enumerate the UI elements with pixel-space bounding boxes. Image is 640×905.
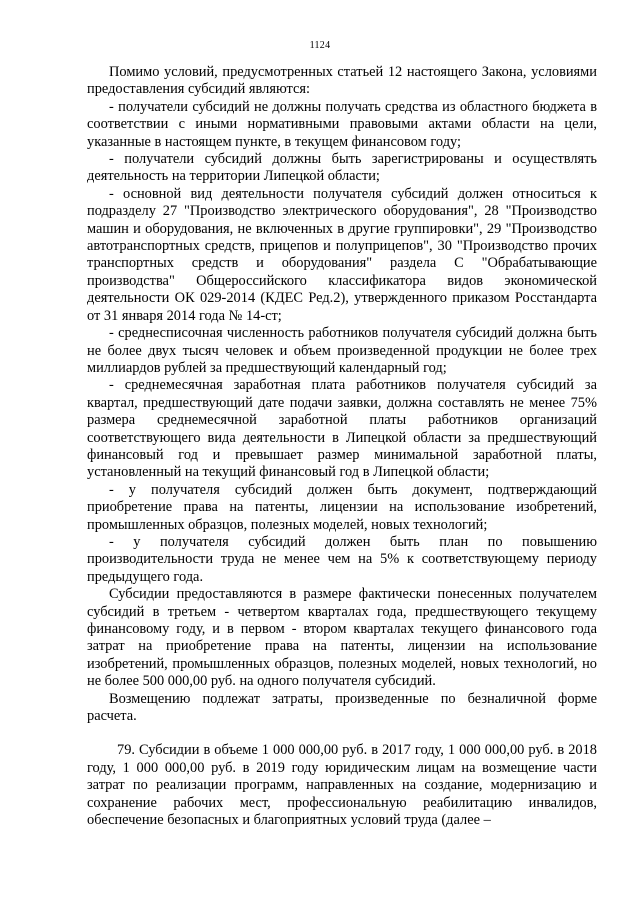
paragraph-condition-activity-type: - основной вид деятельности получателя субсидий должен относиться к подразделу 27 "Производство электрического оборудования", 28 "Производство машин и оборудования, не включенных в другие группировки", 29 "Производство автотранспортных средств, прицепов и полуприцепов", 30 "Производство прочих транспортных средств и оборудования" раздела С "Обрабатывающие производства" Общероссийского классификатора видов экономической деятельности ОК 029-2014 (КДЕС Ред.2), утвержденного приказом Росстандарта от 31 января 2014 года № 14-ст; bbox=[87, 185, 597, 324]
paragraph-conditions-intro: Помимо условий, предусмотренных статьей 12 настоящего Закона, условиями предоставления субсидий являются: bbox=[87, 64, 597, 98]
document-body bbox=[87, 64, 597, 829]
paragraph-reimbursement: Возмещению подлежат затраты, произведенные по безналичной форме расчета. bbox=[87, 690, 597, 725]
page-number: 1124 bbox=[309, 40, 331, 51]
paragraph-condition-headcount: - среднесписочная численность работников получателя субсидий должна быть не более двух тысяч человек и объем произведенной продукции не более трех миллиардов рублей за предшествующий календарный год; bbox=[87, 325, 597, 376]
paragraph-condition-registration: - получатели субсидий должны быть зарегистрированы и осуществлять деятельность на территории Липецкой области; bbox=[87, 151, 597, 185]
paragraph-condition-no-other-funds: - получатели субсидий не должны получать средства из областного бюджета в соответствии с иными нормативными правовыми актами области на цели, указанные в настоящем пункте, в текущем финансовом году; bbox=[87, 98, 597, 150]
paragraph-condition-patent-document: - у получателя субсидий должен быть документ, подтверждающий приобретение права на патенты, лицензии на использование изобретений, промышленных образцов, полезных моделей, новых технологий; bbox=[87, 481, 597, 533]
paragraph-condition-salary: - среднемесячная заработная плата работников получателя субсидий за квартал, предшествующий дате подачи заявки, должна составлять не менее 75% размера среднемесячной заработной платы работников организаций соответствующего вида деятельности в Липецкой области за предшествующий финансовый год и превышает размер минимальной заработной платы, установленный на текущий финансовый год в Липецкой области; bbox=[87, 377, 597, 481]
paragraph-condition-productivity-plan: - у получателя субсидий должен быть план по повышению производительности труда не менее чем на 5% к соответствующему периоду предыдущего года. bbox=[87, 533, 597, 585]
paragraph-subsidy-amount: Субсидии предоставляются в размере фактически понесенных получателем субсидий в третьем - четвертом кварталах года, предшествующего текущему финансовому году, и в первом - втором кварталах текущего финансового года затрат на приобретение права на патенты, лицензии на использование изобретений, промышленных образцов, полезных моделей, новых технологий, но не более 500 000,00 руб. на одного получателя субсидий. bbox=[87, 586, 597, 690]
paragraph-item-79: 79. Субсидии в объеме 1 000 000,00 руб. в 2017 году, 1 000 000,00 руб. в 2018 году, 1 000 000,00 руб. в 2019 году юридическим лицам на возмещение части затрат по реализации программ, направленных на создание, модернизацию и сохранение рабочих мест, профессиональную реабилитацию инвалидов, обеспечение безопасных и благоприятных условий труда (далее – bbox=[87, 742, 597, 829]
